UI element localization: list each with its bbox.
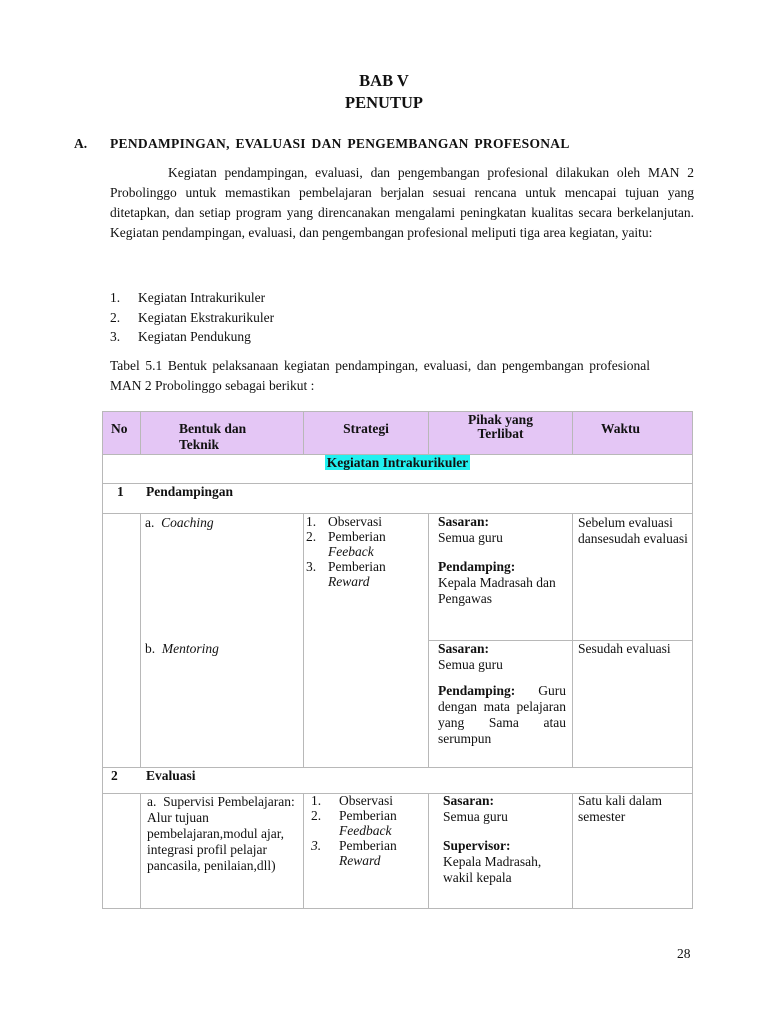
list-item <box>110 327 274 347</box>
strategy-item <box>311 793 426 808</box>
list-text: Kegiatan Ekstrakurikuler <box>138 309 275 325</box>
mentoring-technique <box>145 641 219 657</box>
list-item <box>110 288 274 308</box>
list-item <box>110 308 274 328</box>
sasaran-value: Semua guru <box>438 657 503 672</box>
mentoring-waktu: Sesudah evaluasi <box>578 641 671 656</box>
coaching-pihak <box>438 514 566 607</box>
pendamping-label: Pendamping: <box>438 559 516 574</box>
list-number: 3. <box>110 329 121 344</box>
sasaran-value: Semua guru <box>438 530 503 545</box>
item-number: 2. <box>306 529 317 544</box>
supervisi-strategy-list <box>311 793 426 868</box>
list-text: Kegiatan Intrakurikuler <box>138 290 266 305</box>
list-text: Kegiatan Pendukung <box>138 329 251 344</box>
item-text: Pemberian <box>339 808 397 823</box>
section-letter: A. <box>74 136 88 151</box>
header-waktu: Waktu <box>600 421 641 436</box>
section-title: PENDAMPINGAN, EVALUASI DAN PENGEMBANGAN PROFESONAL <box>110 136 570 151</box>
group-title: Evaluasi <box>146 768 196 783</box>
list-number: 1. <box>110 290 121 305</box>
item-number: 1. <box>306 514 317 529</box>
item-name: Coaching <box>161 515 214 530</box>
item-number: 2. <box>311 808 322 823</box>
areas-list <box>110 288 274 347</box>
item-number: 3. <box>311 838 322 853</box>
item-italic: Feedback <box>339 823 392 838</box>
item-italic: Reward <box>328 574 370 589</box>
item-name: Mentoring <box>161 641 219 656</box>
item-text: Pemberian <box>328 559 386 574</box>
supervisi-pihak <box>443 793 568 886</box>
strategy-item <box>311 808 426 838</box>
list-number: 2. <box>110 309 121 325</box>
item-italic: Reward <box>339 853 381 868</box>
item-number: 3. <box>306 559 317 574</box>
item-italic: Feeback <box>328 544 374 559</box>
header-bentuk: Bentuk dan Teknik <box>179 421 247 452</box>
item-text: Pemberian <box>339 838 397 853</box>
table-caption: Tabel 5.1 Bentuk pelaksanaan kegiatan pendampingan, evaluasi, dan pengembangan profesional MAN 2 Probolinggo sebagai berikut : <box>110 358 650 393</box>
supervisor-value: Kepala Madrasah, wakil kepala <box>443 854 542 885</box>
item-letter: b. <box>145 641 156 656</box>
coaching-strategy-list <box>306 514 426 589</box>
chapter-title: PENUTUP <box>345 93 423 112</box>
sasaran-label: Sasaran: <box>443 793 495 808</box>
item-letter: a. <box>147 794 157 809</box>
strategy-item <box>306 529 426 559</box>
sasaran-label: Sasaran: <box>438 514 490 529</box>
strategy-item <box>311 838 426 868</box>
sasaran-label: Sasaran: <box>438 641 490 656</box>
group-title: Pendampingan <box>146 484 234 499</box>
group-number: 1 <box>117 484 124 499</box>
item-number: 1. <box>311 793 322 808</box>
item-detail: Alur tujuan pembelajaran,modul ajar, integrasi profil pelajar pancasila, penilaian,dll) <box>147 810 285 873</box>
item-text: Observasi <box>328 514 382 529</box>
sasaran-value: Semua guru <box>443 809 508 824</box>
activities-table <box>102 411 693 909</box>
pendamping-label: Pendamping: <box>438 683 516 698</box>
item-name: Supervisi Pembelajaran: <box>163 794 295 809</box>
pendamping-value: Guru dengan mata pelajaran yang Sama atau serumpun <box>438 683 566 746</box>
header-pihak: Pihak yang Terlibat <box>468 412 533 441</box>
strategy-item <box>306 559 426 589</box>
page-number: 28 <box>677 946 691 961</box>
chapter-label: BAB V <box>359 71 409 90</box>
supervisor-label: Supervisor: <box>443 838 511 853</box>
item-letter: a. <box>145 515 155 530</box>
item-text: Observasi <box>339 793 393 808</box>
header-no: No <box>111 421 128 436</box>
section-label: Kegiatan Intrakurikuler <box>326 455 469 470</box>
item-text: Pemberian <box>328 529 386 544</box>
intro-paragraph: Kegiatan pendampingan, evaluasi, dan pengembangan profesional dilakukan oleh MAN 2 Probolinggo untuk memastikan pembelajaran berjalan sesuai rencana untuk mencapai tujuan yang ditetapkan, dan setiap program yang direncanakan mengalami peningkatan kualitas secara berkelanjutan. Kegiatan pendampingan, evaluasi, dan pengembangan profesional meliputi tiga area kegiatan, yaitu: <box>110 165 694 240</box>
supervisi-waktu: Satu kali dalam semester <box>578 793 662 824</box>
group-number: 2 <box>111 768 118 783</box>
strategy-item <box>306 514 426 529</box>
pendamping-value: Kepala Madrasah dan Pengawas <box>438 575 556 606</box>
pendamping-block <box>438 683 566 747</box>
supervisi-technique <box>147 794 297 874</box>
coaching-technique <box>145 515 214 531</box>
mentoring-pihak <box>438 641 566 747</box>
coaching-waktu: Sebelum evaluasi dansesudah evaluasi <box>578 515 688 546</box>
header-strategi: Strategi <box>343 421 389 436</box>
